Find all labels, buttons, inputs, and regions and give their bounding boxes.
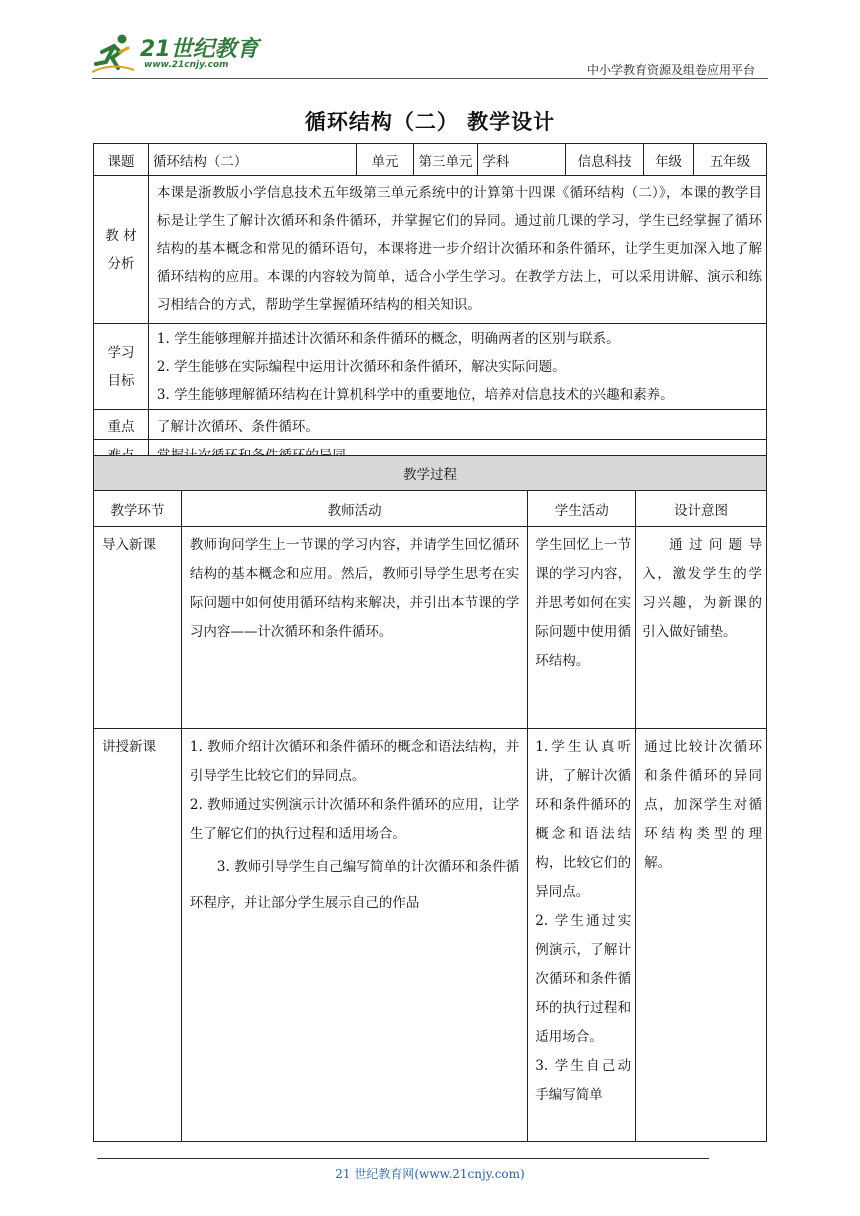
objective-item: 1. 学生能够理解并描述计次循环和条件循环的概念，明确两者的区别与联系。 [156, 330, 620, 347]
process-row-new-lesson [94, 729, 767, 1142]
analysis-label-line1: 教 材 [105, 227, 137, 244]
objectives-list [148, 324, 766, 410]
unit-value: 第三单元 [414, 144, 478, 176]
platform-name: 中小学教育资源及组卷应用平台 [586, 63, 755, 77]
analysis-row [94, 176, 767, 324]
course-label: 课题 [94, 144, 149, 176]
unit-label: 单元 [356, 144, 414, 176]
process-title: 教学过程 [94, 456, 767, 491]
objectives-row [94, 324, 767, 410]
runner-logo-icon [92, 32, 134, 74]
column-header: 学生活动 [528, 491, 636, 527]
info-row [94, 144, 767, 176]
subject-label: 学科 [478, 144, 566, 176]
stage-cell: 导入新课 [94, 527, 182, 729]
header-divider [92, 78, 768, 79]
document-title: 循环结构（二） 教学设计 [304, 109, 556, 134]
student-activity: 学生回忆上一节课的学习内容，并思考如何在实际问题中使用循环结构。 [528, 527, 636, 729]
design-intent: 通过问题导入，激发学生的学习兴趣，为新课的引入做好铺垫。 [636, 527, 767, 729]
teacher-step: 2. 教师通过实例演示计次循环和条件循环的应用，让学生了解它们的执行过程和适用场合。 [189, 797, 520, 842]
course-value: 循环结构（二） [148, 144, 356, 176]
student-step: 1.学生认真听讲，了解计次循环和条件循环的概念和语法结构，比较它们的异同点。 [535, 739, 632, 900]
process-title-row [94, 456, 767, 491]
objective-item: 3. 学生能够理解循环结构在计算机科学中的重要地位，培养对信息技术的兴趣和素养。 [156, 386, 674, 403]
objectives-label-line2: 目标 [107, 372, 135, 389]
logo-url: www.21cnjy.com [144, 60, 229, 70]
design-intent: 通过比较计次循环和条件循环的异同点，加深学生对循环结构类型的理解。 [636, 729, 767, 1142]
objectives-label-line1: 学习 [107, 344, 135, 361]
teaching-process-table [93, 455, 767, 1142]
objectives-label [94, 324, 149, 410]
process-header-row [94, 491, 767, 527]
analysis-text: 本课是浙教版小学信息技术五年级第三单元系统中的计算第十四课《循环结构（二）》，本课的教学目标是让学生了解计次循环和条件循环，并掌握它们的异同。通过前几课的学习，学生已经掌握了循环结构的基本概念和常见的循环语句，本课将进一步介绍计次循环和条件循环，让学生更加深入地了解循环结构的应用。本课的内容较为简单，适合小学生学习。在教学方法上，可以采用讲解、演示和练习相结合的方式，帮助学生掌握循环结构的相关知识。 [148, 176, 766, 324]
teacher-activity: 教师询问学生上一节课的学习内容，并请学生回忆循环结构的基本概念和应用。然后，教师引导学生思考在实际问题中如何使用循环结构来解决，并引出本节课的学习内容——计次循环和条件循环。 [181, 527, 527, 729]
student-step: 2. 学生通过实例演示，了解计次循环和条件循环的执行过程和适用场合。 [535, 913, 632, 1045]
column-header: 教师活动 [181, 491, 527, 527]
subject-value: 信息科技 [566, 144, 644, 176]
footer-divider [97, 1158, 709, 1159]
student-step: 3. 学生自己动手编写简单 [535, 1058, 632, 1103]
teacher-step: 3. 教师引导学生自己编写简单的计次循环和条件循环程序，并让部分学生展示自己的作品 [189, 859, 520, 911]
objective-item: 2. 学生能够在实际编程中运用计次循环和条件循环，解决实际问题。 [156, 358, 566, 375]
stage-cell: 讲授新课 [94, 729, 182, 1142]
site-logo [92, 30, 262, 80]
teacher-step: 1. 教师介绍计次循环和条件循环的概念和语法结构，并引导学生比较它们的异同点。 [189, 739, 520, 784]
column-header: 设计意图 [636, 491, 767, 527]
footer-text: 21 世纪教育网(www.21cnjy.com) [335, 1167, 525, 1181]
column-header: 教学环节 [94, 491, 182, 527]
key-point-text: 了解计次循环、条件循环。 [148, 410, 766, 440]
process-row-intro [94, 527, 767, 729]
grade-label: 年级 [644, 144, 694, 176]
grade-value: 五年级 [694, 144, 767, 176]
logo-text: 21世纪教育 [140, 37, 259, 62]
analysis-label [94, 176, 149, 324]
key-point-row [94, 410, 767, 440]
teacher-activity [181, 729, 527, 1142]
key-point-label: 重点 [94, 410, 149, 440]
student-activity [528, 729, 636, 1142]
lesson-info-table [93, 143, 767, 468]
analysis-label-line2: 分析 [107, 255, 135, 272]
